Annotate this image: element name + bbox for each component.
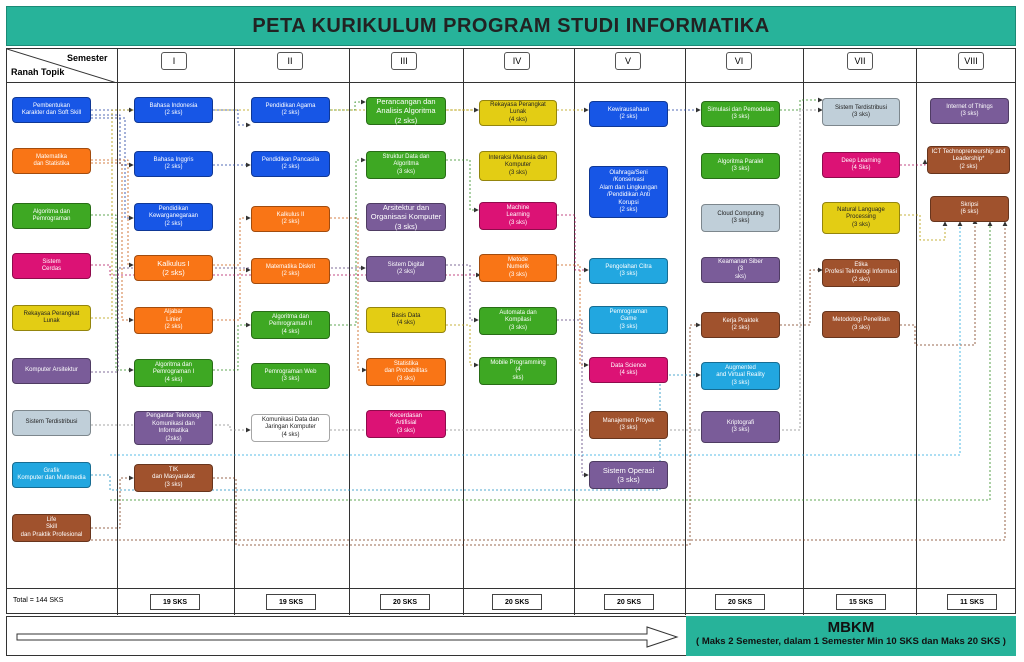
course-data-science[interactable]: Data Science (4 sks) [589,357,668,383]
semester-label-5: V [615,52,641,70]
topic-komputer-arsitektur: Komputer Arsitektur [12,358,91,384]
course-pendidikan-kewarganegaraan[interactable]: Pendidikan Kewarganegaraan (2 sks) [134,203,213,231]
page-title: PETA KURIKULUM PROGRAM STUDI INFORMATIKA [6,6,1016,46]
course-keamanan-siber[interactable]: Keamanan Siber (3 sks) [701,257,780,283]
course-struktur-data[interactable]: Struktur Data dan Algoritma (3 sks) [366,151,446,179]
course-manajemen-proyek[interactable]: Manajemen Proyek (3 sks) [589,411,668,439]
topic-sistem-terdistribusi: Sistem Terdistribusi [12,410,91,436]
column-divider [685,49,686,615]
progression-arrow-icon [7,617,687,657]
course-perancangan-analisis-algoritma[interactable]: Perancangan dan Analisis Algoritma (2 sks) [366,97,446,125]
topic-heading: Ranah Topik [11,67,65,77]
semester-total-3: 20 SKS [380,594,430,610]
mbkm-panel [686,616,1016,656]
course-mobile-programming[interactable]: Mobile Programming (4 sks) [479,357,557,385]
course-sistem-terdistribusi[interactable]: Sistem Terdistribusi (3 sks) [822,98,900,126]
course-pendidikan-pancasila[interactable]: Pendidikan Pancasila (2 sks) [251,151,330,177]
column-divider [803,49,804,615]
course-bahasa-indonesia[interactable]: Bahasa Indonesia (2 sks) [134,97,213,123]
course-natural-language-processing[interactable]: Natural Language Processing (3 sks) [822,202,900,234]
course-rekayasa-perangkat-lunak[interactable]: Rekayasa Perangkat Lunak (4 sks) [479,100,557,126]
course-aljabar-linier[interactable]: Aljabar Linier (2 sks) [134,307,213,334]
course-automata-kompilasi[interactable]: Automata dan Kompilasi (3 sks) [479,307,557,335]
mbkm-title: MBKM [827,619,875,636]
semester-label-2: II [277,52,303,70]
column-divider [349,49,350,615]
course-arsitektur-organisasi-komputer[interactable]: Arsitektur dan Organisasi Komputer (3 sks) [366,203,446,231]
course-interaksi-manusia-komputer[interactable]: Interaksi Manusia dan Komputer (3 sks) [479,151,557,181]
course-bahasa-inggris[interactable]: Bahasa Inggris (2 sks) [134,151,213,177]
course-cloud-computing[interactable]: Cloud Computing (3 sks) [701,204,780,232]
topic-rpl: Rekayasa Perangkat Lunak [12,305,91,331]
course-skripsi[interactable]: Skripsi (6 sks) [930,196,1009,222]
course-tik-masyarakat[interactable]: TIK dan Masyarakat (3 sks) [134,464,213,492]
semester-header-row [7,49,1015,83]
mbkm-subtitle: ( Maks 2 Semester, dalam 1 Semester Min 10 SKS dan Maks 20 SKS ) [696,636,1006,647]
course-kalkulus-1[interactable]: Kalkulus I (2 sks) [134,255,213,281]
column-divider [117,49,118,615]
course-kewirausahaan[interactable]: Kewirausahaan (2 sks) [589,101,668,127]
course-olahraga-seni[interactable]: Olahraga/Seni /Konservasi Alam dan Lingkungan /Pendidikan Anti Korupsi (2 sks) [589,166,668,218]
topic-algoritma: Algoritma dan Pemrograman [12,203,91,229]
semester-total-7: 15 SKS [836,594,886,610]
course-etika-profesi[interactable]: Etika Profesi Teknologi Informasi (2 sks) [822,259,900,287]
topic-sistem-cerdas: Sistem Cerdas [12,253,91,279]
semester-total-2: 19 SKS [266,594,316,610]
course-algoritma-paralel[interactable]: Algoritma Paralel (3 sks) [701,153,780,179]
course-internet-of-things[interactable]: Internet of Things (3 sks) [930,98,1009,124]
course-basis-data[interactable]: Basis Data (4 sks) [366,307,446,333]
semester-label-7: VII [847,52,873,70]
course-pengantar-tik[interactable]: Pengantar Teknologi Komunikasi dan Informatika (2sks) [134,411,213,445]
course-pengolahan-citra[interactable]: Pengolahan Citra (3 sks) [589,258,668,284]
course-metode-numerik[interactable]: Metode Numerik (3 sks) [479,254,557,282]
semester-label-6: VI [726,52,752,70]
course-pemrograman-game[interactable]: Pemrograman Game (3 sks) [589,306,668,334]
course-machine-learning[interactable]: Machine Learning (3 sks) [479,202,557,230]
column-divider [574,49,575,615]
course-deep-learning[interactable]: Deep Learning (4 Sks) [822,152,900,178]
course-kriptografi[interactable]: Kriptografi (3 sks) [701,411,780,443]
column-divider [234,49,235,615]
semester-total-1: 19 SKS [150,594,200,610]
semester-total-6: 20 SKS [715,594,765,610]
course-metodologi-penelitian[interactable]: Metodologi Penelitian (3 sks) [822,311,900,338]
column-divider [916,49,917,615]
total-sks-label: Total = 144 SKS [13,597,64,604]
semester-label-4: IV [504,52,530,70]
semester-total-8: 11 SKS [947,594,997,610]
course-sistem-operasi[interactable]: Sistem Operasi (3 sks) [589,461,668,489]
topic-life-skill: Life Skill dan Praktik Profesional [12,514,91,542]
column-divider [463,49,464,615]
course-ict-technopreneurship[interactable]: ICT Technopreneurship and Leadership* (2 sks) [927,146,1010,174]
course-matematika-diskrit[interactable]: Matematika Diskrit (2 sks) [251,258,330,284]
course-simulasi-pemodelan[interactable]: Simulasi dan Pemodelan (3 sks) [701,101,780,127]
semester-label-8: VIII [958,52,984,70]
progression-arrow-row [6,616,686,656]
topic-grafik: Grafik Komputer dan Multimedia [12,462,91,488]
course-kalkulus-2[interactable]: Kalkulus II (2 sks) [251,206,330,232]
course-pendidikan-agama[interactable]: Pendidikan Agama (2 sks) [251,97,330,123]
course-algoritma-pemrograman-1[interactable]: Algoritma dan Pemrograman I (4 sks) [134,359,213,387]
course-kecerdasan-artifisial[interactable]: Kecerdasan Artifisial (3 sks) [366,410,446,438]
course-pemrograman-web[interactable]: Pemrograman Web (3 sks) [251,363,330,389]
semester-total-4: 20 SKS [492,594,542,610]
semester-total-5: 20 SKS [604,594,654,610]
course-statistika-probabilitas[interactable]: Statistika dan Probabilitas (3 sks) [366,358,446,386]
course-komunikasi-data[interactable]: Komunikasi Data dan Jaringan Komputer (4 sks) [251,414,330,442]
semester-heading: Semester [67,53,108,63]
course-augmented-virtual-reality[interactable]: Augmented and Virtual Reality (3 sks) [701,362,780,390]
totals-row [7,588,1015,615]
course-algoritma-pemrograman-2[interactable]: Algoritma dan Pemrograman II (4 sks) [251,311,330,339]
semester-label-3: III [391,52,417,70]
course-sistem-digital[interactable]: Sistem Digital (2 sks) [366,256,446,282]
semester-label-1: I [161,52,187,70]
topic-pembentukan-karakter: Pembentukan Karakter dan Soft Skill [12,97,91,123]
topic-matematika: Matematika dan Statistika [12,148,91,174]
course-kerja-praktek[interactable]: Kerja Praktek (2 sks) [701,312,780,338]
